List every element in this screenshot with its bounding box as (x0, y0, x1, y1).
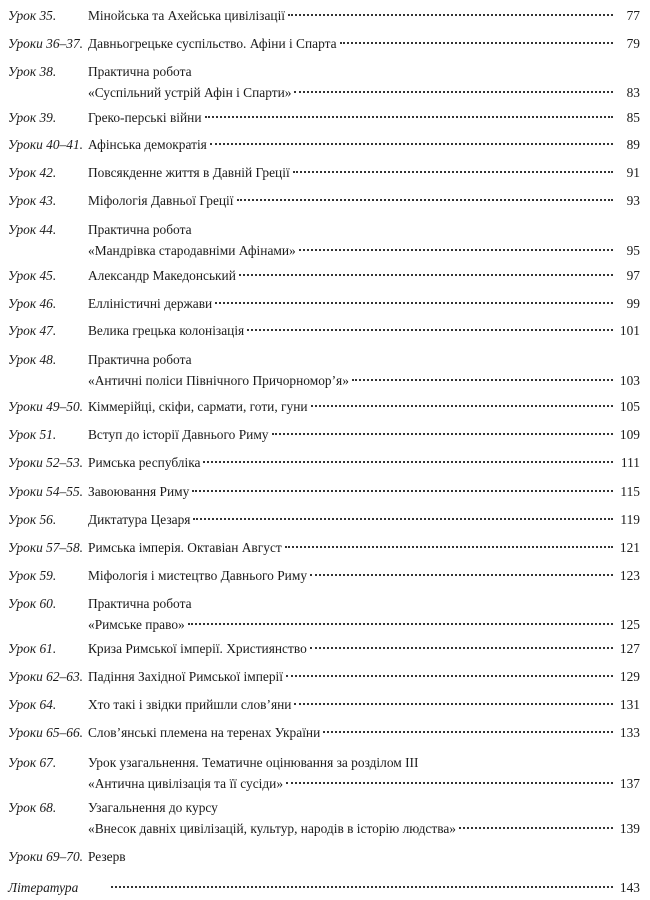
dot-leader (286, 675, 613, 677)
lesson-number: Урок 47. (8, 323, 57, 338)
entry-title: Урок узагальнення. Тематичне оцінювання за розділом ІІІ (88, 755, 419, 770)
entry-line (88, 36, 640, 52)
entry-title: Хто такі і звідки прийшли слов’яни (88, 697, 292, 712)
entry-line (88, 669, 640, 685)
lesson-number: Урок 51. (8, 427, 57, 442)
page-number: 111 (620, 455, 640, 470)
entry-body (88, 323, 640, 339)
entry-body (88, 512, 640, 528)
page-number: 85 (626, 110, 640, 125)
page-number: 139 (619, 821, 640, 836)
lesson-number: Уроки 49–50. (8, 399, 83, 414)
entry-title: «Римське право» (88, 617, 185, 632)
entry-title: Александр Македонський (88, 268, 236, 283)
lesson-number: Урок 60. (8, 596, 57, 611)
entry-line (88, 617, 640, 633)
entry-title: Міфологія і мистецтво Давнього Риму (88, 568, 308, 583)
entry-line (88, 484, 640, 500)
entry-body (88, 110, 640, 126)
entry-title: Давньогрецьке суспільство. Афіни і Спарта (88, 36, 337, 51)
lesson-number: Урок 48. (8, 352, 57, 367)
entry-line (108, 880, 640, 896)
entry-line (88, 64, 640, 80)
entry-line (88, 137, 640, 153)
entry-body (88, 697, 640, 713)
page-number: 109 (619, 427, 640, 442)
page-number: 133 (619, 725, 640, 740)
entry-line (88, 352, 640, 368)
entry-title: Практична робота (88, 596, 192, 611)
entry-title: Кіммерійці, скіфи, сармати, готи, гуни (88, 399, 308, 414)
entry-body (88, 137, 640, 153)
entry-title: Міфологія Давньої Греції (88, 193, 234, 208)
entry-body (88, 296, 640, 312)
entry-title: Римська імперія. Октавіан Август (88, 540, 282, 555)
entry-line (88, 540, 640, 556)
entry-body (88, 669, 640, 685)
entry-title: «Мандрівка стародавніми Афінами» (88, 243, 296, 258)
lesson-number: Урок 35. (8, 8, 57, 23)
dot-leader (459, 827, 613, 829)
page-number: 79 (626, 36, 640, 51)
page-number: 121 (619, 540, 640, 555)
entry-title: Афінська демократія (88, 137, 207, 152)
dot-leader (111, 886, 613, 888)
page-number: 137 (619, 776, 640, 791)
entry-body (88, 568, 640, 584)
entry-line (88, 755, 640, 771)
dot-leader (239, 274, 613, 276)
entry-body (88, 36, 640, 52)
entry-body (88, 455, 640, 471)
entry-body (88, 222, 640, 259)
entry-title: Криза Римської імперії. Християнство (88, 641, 307, 656)
entry-line (88, 697, 640, 713)
dot-leader (352, 379, 613, 381)
entry-body (88, 64, 640, 101)
lesson-number: Урок 44. (8, 222, 57, 237)
entry-title: «Антична цивілізація та її сусіди» (88, 776, 284, 791)
lesson-number: Уроки 65–66. (8, 725, 83, 740)
dot-leader (323, 731, 613, 733)
page-number: 125 (619, 617, 640, 632)
lesson-number: Урок 39. (8, 110, 57, 125)
lesson-number: Урок 43. (8, 193, 57, 208)
dot-leader (288, 14, 613, 16)
entry-line (88, 800, 640, 816)
entry-line (88, 641, 640, 657)
lesson-number: Урок 42. (8, 165, 57, 180)
entry-body (88, 352, 640, 389)
entry-body (108, 880, 640, 896)
lesson-number: Уроки 69–70. (8, 849, 83, 864)
dot-leader (193, 518, 613, 520)
dot-leader (293, 171, 613, 173)
entry-title: Диктатура Цезаря (88, 512, 191, 527)
dot-leader (340, 42, 613, 44)
entry-line (88, 85, 640, 101)
lesson-number: Урок 67. (8, 755, 57, 770)
entry-title: Резерв (88, 849, 126, 864)
page-number: 97 (626, 268, 640, 283)
entry-line (88, 165, 640, 181)
entry-body (88, 193, 640, 209)
dot-leader (205, 116, 614, 118)
lesson-number: Уроки 52–53. (8, 455, 83, 470)
entry-body (88, 800, 640, 837)
dot-leader (215, 302, 613, 304)
page-number: 77 (626, 8, 640, 23)
entry-title: Практична робота (88, 64, 192, 79)
entry-line (88, 512, 640, 528)
entry-title: Велика грецька колонізація (88, 323, 245, 338)
page-number: 123 (619, 568, 640, 583)
entry-line (88, 427, 640, 443)
entry-title: Елліністичні держави (88, 296, 213, 311)
lesson-number: Уроки 62–63. (8, 669, 83, 684)
page-number: 105 (619, 399, 640, 414)
dot-leader (311, 405, 613, 407)
entry-body (88, 596, 640, 633)
dot-leader (237, 199, 614, 201)
entry-title: Узагальнення до курсу (88, 800, 218, 815)
dot-leader (192, 490, 613, 492)
entry-line (88, 193, 640, 209)
lesson-number: Урок 68. (8, 800, 57, 815)
lesson-number: Урок 59. (8, 568, 57, 583)
entry-line (88, 399, 640, 415)
entry-line (88, 296, 640, 312)
page-number: 83 (626, 85, 640, 100)
dot-leader (210, 143, 613, 145)
page-number: 131 (619, 697, 640, 712)
dot-leader (310, 574, 613, 576)
page-number: 95 (626, 243, 640, 258)
lesson-number: Урок 61. (8, 641, 57, 656)
page-number: 129 (619, 669, 640, 684)
page-number: 115 (620, 484, 640, 499)
entry-line (88, 776, 640, 792)
entry-body (88, 755, 640, 792)
entry-title: «Античні поліси Північного Причорномор’я» (88, 373, 349, 388)
lesson-number: Уроки 57–58. (8, 540, 83, 555)
lesson-number: Урок 64. (8, 697, 57, 712)
page-number: 99 (626, 296, 640, 311)
entry-line (88, 243, 640, 259)
dot-leader (247, 329, 613, 331)
entry-title: «Суспільний устрій Афін і Спарти» (88, 85, 292, 100)
dot-leader (294, 91, 613, 93)
entry-line (88, 268, 640, 284)
dot-leader (310, 647, 613, 649)
page-number: 93 (626, 193, 640, 208)
page-number: 119 (620, 512, 640, 527)
dot-leader (285, 546, 613, 548)
lesson-number: Уроки 40–41. (8, 137, 83, 152)
entry-line (88, 849, 640, 865)
entry-body (88, 725, 640, 741)
lesson-number: Урок 38. (8, 64, 57, 79)
dot-leader (299, 249, 613, 251)
entry-line (88, 110, 640, 126)
lesson-number: Уроки 54–55. (8, 484, 83, 499)
entry-line (88, 222, 640, 238)
entry-title: Мінойська та Ахейська цивілізації (88, 8, 286, 23)
entry-body (88, 165, 640, 181)
lesson-number: Урок 45. (8, 268, 57, 283)
entry-line (88, 725, 640, 741)
page-number: 143 (619, 880, 640, 895)
entry-body (88, 8, 640, 24)
entry-title: Вступ до історії Давнього Риму (88, 427, 269, 442)
entry-title: Падіння Західної Римської імперії (88, 669, 283, 684)
entry-body (88, 268, 640, 284)
entry-line (88, 373, 640, 389)
entry-title: Практична робота (88, 352, 192, 367)
page-number: 127 (619, 641, 640, 656)
entry-body (88, 427, 640, 443)
entry-line (88, 821, 640, 837)
entry-line (88, 455, 640, 471)
page-number: 89 (626, 137, 640, 152)
entry-body (88, 641, 640, 657)
entry-title: Завоювання Риму (88, 484, 190, 499)
entry-line (88, 596, 640, 612)
entry-title: «Внесок давніх цивілізацій, культур, народів в історію людства» (88, 821, 456, 836)
dot-leader (272, 433, 614, 435)
entry-title: Повсякденне життя в Давній Греції (88, 165, 290, 180)
page-number: 101 (619, 323, 640, 338)
entry-body (88, 849, 640, 865)
dot-leader (188, 623, 613, 625)
lesson-number: Урок 46. (8, 296, 57, 311)
entry-line (88, 323, 640, 339)
lesson-number: Урок 56. (8, 512, 57, 527)
dot-leader (286, 782, 613, 784)
entry-title: Слов’янські племена на теренах України (88, 725, 321, 740)
lesson-number: Уроки 36–37. (8, 36, 83, 51)
entry-title: Практична робота (88, 222, 192, 237)
page-number: 103 (619, 373, 640, 388)
entry-line (88, 568, 640, 584)
entry-title: Римська республіка (88, 455, 201, 470)
lesson-number: Література (8, 880, 79, 895)
entry-title: Греко-перські війни (88, 110, 202, 125)
dot-leader (294, 703, 613, 705)
entry-line (88, 8, 640, 24)
entry-body (88, 399, 640, 415)
entry-body (88, 540, 640, 556)
dot-leader (203, 461, 613, 463)
page-number: 91 (626, 165, 640, 180)
entry-body (88, 484, 640, 500)
